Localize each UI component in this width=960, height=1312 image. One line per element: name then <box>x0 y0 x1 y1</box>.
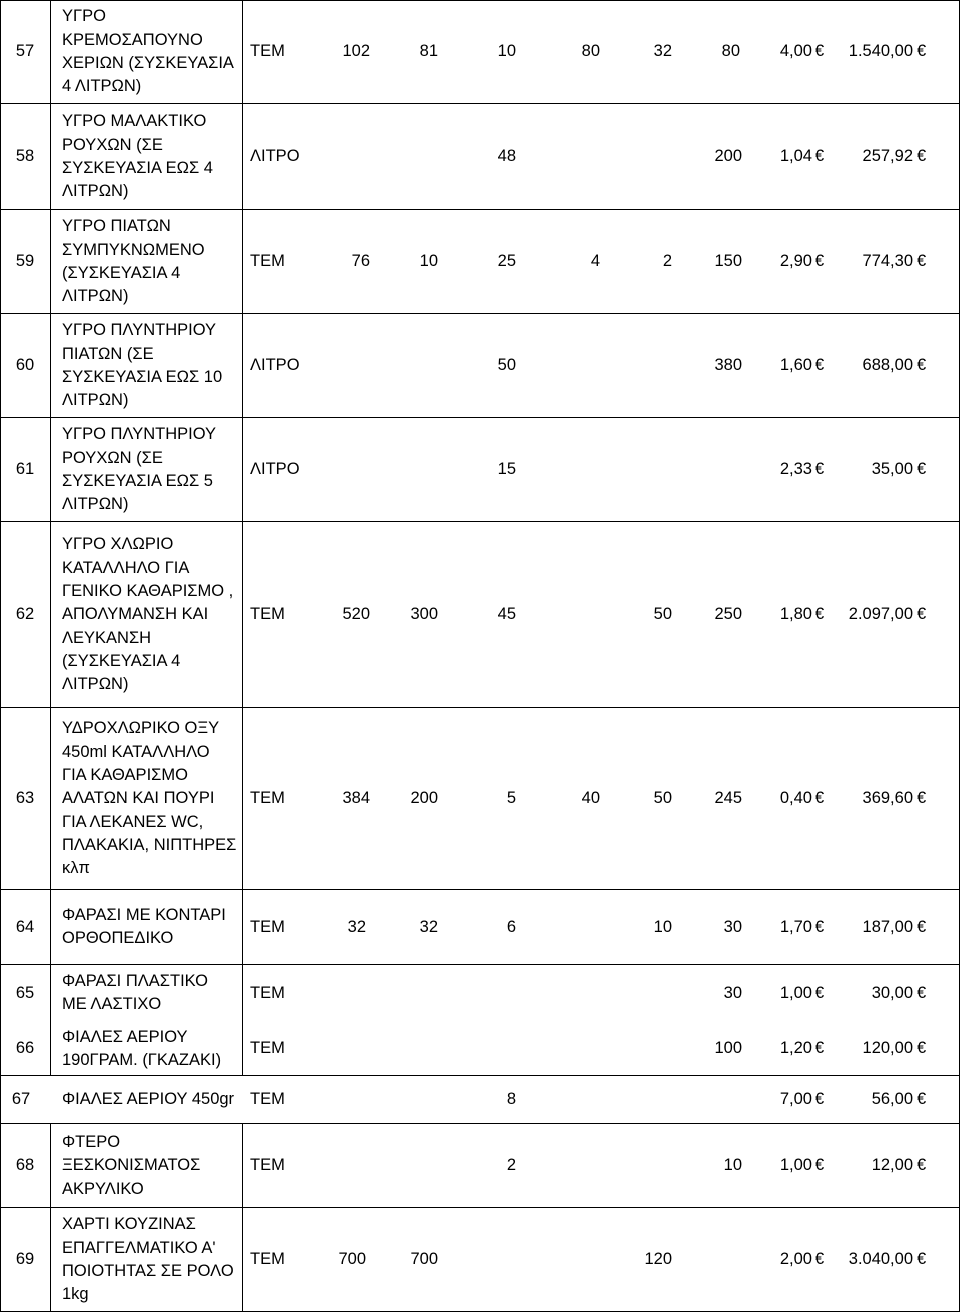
total-price: 187,00 <box>862 917 913 936</box>
quantity-value: 10 <box>497 42 516 60</box>
quantity-value: 102 <box>342 42 370 60</box>
euro-sign-price: € <box>815 147 825 165</box>
total-price: 688,00 <box>862 356 913 374</box>
table-hline <box>0 889 960 890</box>
row-number: 57 <box>15 42 35 60</box>
quantity-value: 50 <box>497 356 516 374</box>
total-price: 120,00 <box>862 1039 913 1057</box>
table-vline <box>50 1124 51 1208</box>
total-price: 12,00 <box>871 1156 913 1174</box>
quantity-value: 120 <box>644 1250 672 1268</box>
table-vline <box>50 0 51 104</box>
unit-label: ΤΕΜ <box>250 252 285 270</box>
row-number: 64 <box>15 917 35 936</box>
table-hline <box>0 1075 960 1076</box>
quantity-value: 520 <box>342 605 370 623</box>
unit-label: ΛΙΤΡΟ <box>250 356 300 374</box>
row-number: 69 <box>15 1250 35 1268</box>
euro-sign-total: € <box>917 147 927 165</box>
table-vline <box>242 210 243 314</box>
unit-label: ΤΕΜ <box>250 1250 285 1268</box>
table-vline <box>50 314 51 418</box>
quantity-value: 30 <box>723 917 742 936</box>
total-price: 1.540,00 <box>848 42 913 60</box>
table-vline <box>242 1124 243 1208</box>
table-vline <box>242 522 243 708</box>
quantity-value: 30 <box>723 983 742 1002</box>
euro-sign-price: € <box>815 252 825 270</box>
quantity-value: 76 <box>351 252 370 270</box>
euro-sign-total: € <box>917 252 927 270</box>
table-hline <box>0 964 960 965</box>
quantity-value: 300 <box>410 605 438 623</box>
quantity-value: 100 <box>714 1039 742 1057</box>
euro-sign-total: € <box>917 789 927 807</box>
quantity-value: 81 <box>419 42 438 60</box>
total-price: 774,30 <box>862 252 913 270</box>
quantity-value: 32 <box>653 42 672 60</box>
item-description: ΧΑΡΤΙ ΚΟΥΖΙΝΑΣ ΕΠΑΓΓΕΛΜΑΤΙΚΟ Α' ΠΟΙΟΤΗΤΑΣ ΣΕ ΡΟΛΟ 1kg <box>62 1215 234 1304</box>
unit-label: ΤΕΜ <box>250 1039 285 1057</box>
row-number: 60 <box>15 356 35 374</box>
unit-price: 1,20 <box>779 1039 812 1057</box>
euro-sign-total: € <box>917 356 927 374</box>
item-description: ΥΓΡΟ ΠΛΥΝΤΗΡΙΟΥ ΡΟΥΧΩΝ (ΣΕ ΣΥΣΚΕΥΑΣΙΑ ΕΩΣ 5 ΛΙΤΡΩΝ) <box>62 425 217 514</box>
euro-sign-price: € <box>815 1156 825 1174</box>
unit-label: ΤΕΜ <box>250 917 285 936</box>
unit-label: ΛΙΤΡΟ <box>250 460 300 478</box>
table-hline <box>0 1207 960 1208</box>
quantity-value: 200 <box>410 789 438 807</box>
quantity-value: 32 <box>419 917 438 936</box>
table-hline <box>0 1123 960 1124</box>
item-description: ΥΔΡΟΧΛΩΡΙΚΟ ΟΞΥ 450ml ΚΑΤΑΛΛΗΛΟ ΓΙΑ ΚΑΘΑΡΙΣΜΟ ΑΛΑΤΩΝ ΚΑΙ ΠΟΥΡΙ ΓΙΑ ΛΕΚΑΝΕΣ WC, ΠΛΑΚΑΚΙΑ, ΝΙΠΤΗΡΕΣ κλπ <box>62 719 237 878</box>
row-number: 67 <box>11 1090 31 1108</box>
quantity-value: 80 <box>581 42 600 60</box>
item-description: ΦΑΡΑΣΙ ΜΕ ΚΟΝΤΑΡΙ ΟΡΘΟΠΕΔΙΚΟ <box>62 906 226 948</box>
table-hline <box>0 707 960 708</box>
euro-sign-total: € <box>917 42 927 60</box>
quantity-value: 45 <box>497 605 516 623</box>
table-vline <box>242 0 243 104</box>
unit-price: 4,00 <box>779 42 812 60</box>
euro-sign-price: € <box>815 917 825 936</box>
quantity-value: 200 <box>714 147 742 165</box>
euro-sign-price: € <box>815 1039 825 1057</box>
table-vline <box>50 522 51 708</box>
item-description: ΥΓΡΟ ΧΛΩΡΙΟ ΚΑΤΑΛΛΗΛΟ ΓΙΑ ΓΕΝΙΚΟ ΚΑΘΑΡΙΣΜΟ , ΑΠΟΛΥΜΑΝΣΗ ΚΑΙ ΛΕΥΚΑΝΣΗ (ΣΥΣΚΕΥΑΣΙΑ 4 ΛΙΤΡΩΝ) <box>62 535 234 694</box>
unit-price: 1,00 <box>779 1156 812 1174</box>
quantity-value: 2 <box>662 252 672 270</box>
table-hline <box>0 0 960 1</box>
table-vline <box>242 104 243 210</box>
item-description: ΥΓΡΟ ΜΑΛΑΚΤΙΚΟ ΡΟΥΧΩΝ (ΣΕ ΣΥΣΚΕΥΑΣΙΑ ΕΩΣ 4 ΛΙΤΡΩΝ) <box>62 112 213 201</box>
table-vline <box>50 104 51 210</box>
item-description: ΦΙΑΛΕΣ ΑΕΡΙΟΥ 450gr <box>62 1090 235 1108</box>
total-price: 35,00 <box>871 460 913 478</box>
quantity-value: 32 <box>347 917 366 936</box>
unit-label: ΤΕΜ <box>250 605 285 623</box>
row-number: 61 <box>15 460 35 478</box>
unit-price: 1,60 <box>779 356 812 374</box>
unit-price: 2,33 <box>779 460 812 478</box>
total-price: 3.040,00 <box>848 1250 913 1268</box>
euro-sign-total: € <box>917 605 927 623</box>
euro-sign-total: € <box>917 983 927 1002</box>
euro-sign-price: € <box>815 1250 825 1268</box>
row-number: 58 <box>15 147 35 165</box>
row-number: 59 <box>15 252 35 270</box>
quantity-value: 2 <box>506 1156 516 1174</box>
unit-label: ΤΕΜ <box>250 1090 285 1108</box>
table-vline <box>50 210 51 314</box>
total-price: 56,00 <box>871 1090 913 1108</box>
euro-sign-total: € <box>917 1039 927 1057</box>
table-vline <box>242 1022 243 1076</box>
unit-label: ΛΙΤΡΟ <box>250 147 300 165</box>
quantity-value: 40 <box>581 789 600 807</box>
table-vline <box>242 965 243 1022</box>
table-hline <box>0 313 960 314</box>
row-number: 66 <box>15 1039 35 1057</box>
euro-sign-price: € <box>815 983 825 1002</box>
table-vline <box>242 1208 243 1312</box>
quantity-value: 15 <box>497 460 516 478</box>
euro-sign-total: € <box>917 917 927 936</box>
quantity-value: 48 <box>497 147 516 165</box>
quantity-value: 80 <box>721 42 740 60</box>
total-price: 2.097,00 <box>848 605 913 623</box>
unit-price: 1,00 <box>779 983 812 1002</box>
unit-price: 1,04 <box>779 147 812 165</box>
table-vline <box>242 314 243 418</box>
table-vline <box>0 0 1 1312</box>
quantity-value: 4 <box>590 252 600 270</box>
table-vline <box>242 708 243 890</box>
item-description: ΥΓΡΟ ΠΛΥΝΤΗΡΙΟΥ ΠΙΑΤΩΝ (ΣΕ ΣΥΣΚΕΥΑΣΙΑ ΕΩΣ 10 ΛΙΤΡΩΝ) <box>62 321 223 410</box>
quantity-value: 150 <box>714 252 742 270</box>
unit-price: 0,40 <box>779 789 812 807</box>
unit-price: 7,00 <box>779 1090 812 1108</box>
table-vline <box>50 890 51 965</box>
row-number: 68 <box>15 1156 35 1174</box>
quantity-value: 10 <box>653 917 672 936</box>
table-vline <box>50 1208 51 1312</box>
row-number: 63 <box>15 789 35 807</box>
table-hline <box>0 103 960 104</box>
table-hline <box>0 209 960 210</box>
euro-sign-total: € <box>917 1250 927 1268</box>
quantity-value: 6 <box>506 917 516 936</box>
unit-price: 2,00 <box>779 1250 812 1268</box>
table-vline <box>242 890 243 965</box>
unit-label: ΤΕΜ <box>250 983 285 1002</box>
euro-sign-price: € <box>815 42 825 60</box>
quantity-value: 50 <box>653 789 672 807</box>
quantity-value: 700 <box>410 1250 438 1268</box>
quantity-value: 380 <box>714 356 742 374</box>
quantity-value: 245 <box>714 789 742 807</box>
table-hline <box>0 417 960 418</box>
quantity-value: 10 <box>419 252 438 270</box>
quantity-value: 50 <box>653 605 672 623</box>
unit-price: 1,70 <box>779 917 812 936</box>
euro-sign-total: € <box>917 1090 927 1108</box>
item-description: ΥΓΡΟ ΠΙΑΤΩΝ ΣΥΜΠΥΚΝΩΜΕΝΟ (ΣΥΣΚΕΥΑΣΙΑ 4 ΛΙΤΡΩΝ) <box>62 217 205 306</box>
unit-label: ΤΕΜ <box>250 42 285 60</box>
item-description: ΦΙΑΛΕΣ ΑΕΡΙΟΥ 190ΓΡΑΜ. (ΓΚΑΖΑΚΙ) <box>62 1027 222 1069</box>
table-vline <box>50 708 51 890</box>
row-number: 65 <box>15 983 35 1002</box>
unit-label: ΤΕΜ <box>250 1156 285 1174</box>
table-vline <box>50 965 51 1022</box>
quantity-value: 10 <box>723 1156 742 1174</box>
row-number: 62 <box>15 605 35 623</box>
total-price: 257,92 <box>862 147 913 165</box>
item-description: ΥΓΡΟ ΚΡΕΜΟΣΑΠΟΥΝΟ ΧΕΡΙΩΝ (ΣΥΣΚΕΥΑΣΙΑ 4 ΛΙΤΡΩΝ) <box>62 7 234 96</box>
euro-sign-price: € <box>815 1090 825 1108</box>
quantity-value: 5 <box>506 789 516 807</box>
quantity-value: 384 <box>342 789 370 807</box>
table-vline <box>242 418 243 522</box>
item-description: ΦΑΡΑΣΙ ΠΛΑΣΤΙΚΟ ΜΕ ΛΑΣΤΙΧΟ <box>62 972 208 1014</box>
euro-sign-total: € <box>917 460 927 478</box>
quantity-value: 8 <box>506 1090 516 1108</box>
euro-sign-price: € <box>815 605 825 623</box>
euro-sign-price: € <box>815 460 825 478</box>
table-vline <box>50 418 51 522</box>
euro-sign-total: € <box>917 1156 927 1174</box>
table-hline <box>0 521 960 522</box>
euro-sign-price: € <box>815 356 825 374</box>
unit-price: 1,80 <box>779 605 812 623</box>
item-description: ΦΤΕΡΟ ΞΕΣΚΟΝΙΣΜΑΤΟΣ ΑΚΡΥΛΙΚΟ <box>62 1133 201 1198</box>
quantity-value: 25 <box>497 252 516 270</box>
total-price: 369,60 <box>862 789 913 807</box>
quantity-value: 700 <box>338 1250 366 1268</box>
unit-price: 2,90 <box>779 252 812 270</box>
unit-label: ΤΕΜ <box>250 789 285 807</box>
table-vline <box>50 1022 51 1076</box>
euro-sign-price: € <box>815 789 825 807</box>
quantity-value: 250 <box>714 605 742 623</box>
total-price: 30,00 <box>871 983 913 1002</box>
